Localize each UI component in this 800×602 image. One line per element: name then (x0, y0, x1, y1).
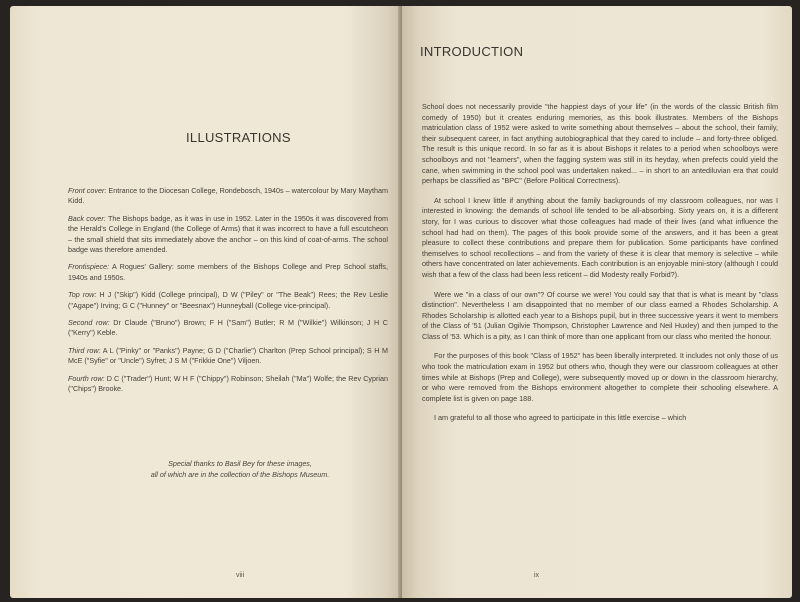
frontispiece-entry (68, 262, 388, 283)
intro-paragraph: I am grateful to all those who agreed to participate in this little exercise – which (434, 413, 687, 423)
entry-text: A Rogues' Gallery: some members of the Bishops College and Prep School staffs, 1940s and 1950s. (68, 262, 388, 282)
page-number-right: ix (534, 572, 540, 579)
intro-paragraph: Were we "in a class of our own"? Of course we were! You could say that that is what is meant by "class distinction". Nevertheless I am disappointed that no member of our class earned a Rhodes Scholarship. A Rhodes Scholarship is allotted each year to a Bishops pupil, but in three successive years it went to members of the Class of '51 (Julian Ogilvie Thompson, Christopher Lawrence and Neil Huxley) and then jumped to the Class of '53. Which is a pity, as I can think of more than one applicant from our class who merited the honour. (422, 289, 778, 341)
entry-text: Entrance to the Diocesan College, Rondebosch, 1940s – watercolour by Mary Maytham Kidd. (68, 186, 388, 206)
entry-label: Back cover: (68, 213, 106, 223)
fourth-row-entry (68, 374, 388, 395)
intro-paragraph: For the purposes of this book "Class of 1952" has been liberally interpreted. It includes not only those of us who took the matriculation exam in 1952 but others who, though they were our classroom colleagues at other times while at Bishops (Prep and College), were subsequently moved up or down in the classroom hierarchy, or who were removed from the Bishops environment altogether to complete their schooling elsewhere. A complete list is given on page 188. (422, 351, 778, 403)
introduction-text (422, 102, 778, 433)
entry-text: H J ("Skip") Kidd (College principal), D W ("Piley" or "The Beak") Rees; the Rev Leslie ("Agape") Irving; G C ("Hunney" or "Beesnax") Hunneyball (College vice-principal). (68, 290, 388, 310)
back-cover-entry (68, 214, 388, 256)
illustrations-heading: ILLUSTRATIONS (186, 130, 291, 145)
second-row-entry (68, 318, 388, 339)
illustrations-list (68, 186, 388, 402)
right-page (402, 6, 792, 598)
entry-label: Fourth row: (68, 373, 105, 383)
entry-text: D C ("Trader") Hunt; W H F ("Chippy") Robinson; Sheilah ("Ma") Wolfe; the Rev Cyprian ("Chips") Brooke. (68, 373, 389, 394)
entry-label: Front cover: (68, 186, 107, 195)
introduction-heading: INTRODUCTION (420, 44, 524, 59)
credits-line-1: Special thanks to Basil Bey for these images, (168, 459, 312, 468)
entry-label: Frontispiece: (68, 262, 110, 272)
entry-text: The Bishops badge, as it was in use in 1952. Later in the 1950s it was discovered from the Herald's College in England (the College of Arms) that it was incorrect to have a full escutcheon – the small shield that sits immediately above the anchor – on this kind of coat-of-arms. The school badge was therefore amended. (68, 213, 388, 255)
entry-text: A L ("Pinky" or "Panks") Payne; G D ("Charlie") Charlton (Prep School principal); S H M McE ("Syfie" or "Uncle") Syfret; J S M ("Frikkie One") Viljoen. (68, 345, 389, 366)
top-row-entry (68, 290, 388, 311)
entry-text: Dr Claude ("Bruno") Brown; F H ("Sam") Butler; R M ("Wilkie") Wilkinson; J H C ("Kerry") Keble. (68, 318, 388, 338)
front-cover-entry (68, 186, 388, 207)
entry-label: Second row: (68, 318, 110, 328)
third-row-entry (68, 346, 388, 367)
entry-label: Third row: (68, 345, 101, 355)
page-number-left: viii (236, 572, 245, 579)
intro-paragraph: School does not necessarily provide "the happiest days of your life" (in the words of the classic British film comedy of 1950) but it creates enduring memories, as this book illustrates. Members of the Bishops matriculation class of 1952 were asked to write something about themselves – about the school, their family, their subsequent career, in fact anything autobiographical that they cared to include – and forty-three obliged. The result is this unique record. In so far as it is about Bishops it relates to a period when schoolboys were schoolboys and not "learners", when the fagging system was still in its heyday, when prefects could yield the cane, when swimming in the school pool was undertaken naked... – in short to an antediluvian era that could perhaps be classified as "BPC" (Before Political Correctness). (422, 102, 778, 186)
intro-paragraph: At school I knew little if anything about the family backgrounds of my classroom colleagues, nor was I interested in knowing: the demands of school life tended to be all-absorbing. Sixty years on, it is a different story, for I was curious to discover what those colleagues had made of their lives (and what influence the school had had on them). The pages of this book provide some of the answers, and it has been a great pleasure to collect these contributions and prepare them for publication. Some participants have confined themselves to school recollections – and from the variety of these it is clear that memory is selective – while others have concentrated on later achievements. Each contribution is an enjoyable mini-story (although I could wish that a few of the class had been less reticent – did Modesty really Forbid?). (422, 195, 778, 279)
image-credits (120, 458, 360, 480)
credits-line-2: all of which are in the collection of the Bishops Museum. (150, 470, 330, 479)
entry-label: Top row: (68, 290, 97, 300)
left-page (10, 6, 402, 598)
